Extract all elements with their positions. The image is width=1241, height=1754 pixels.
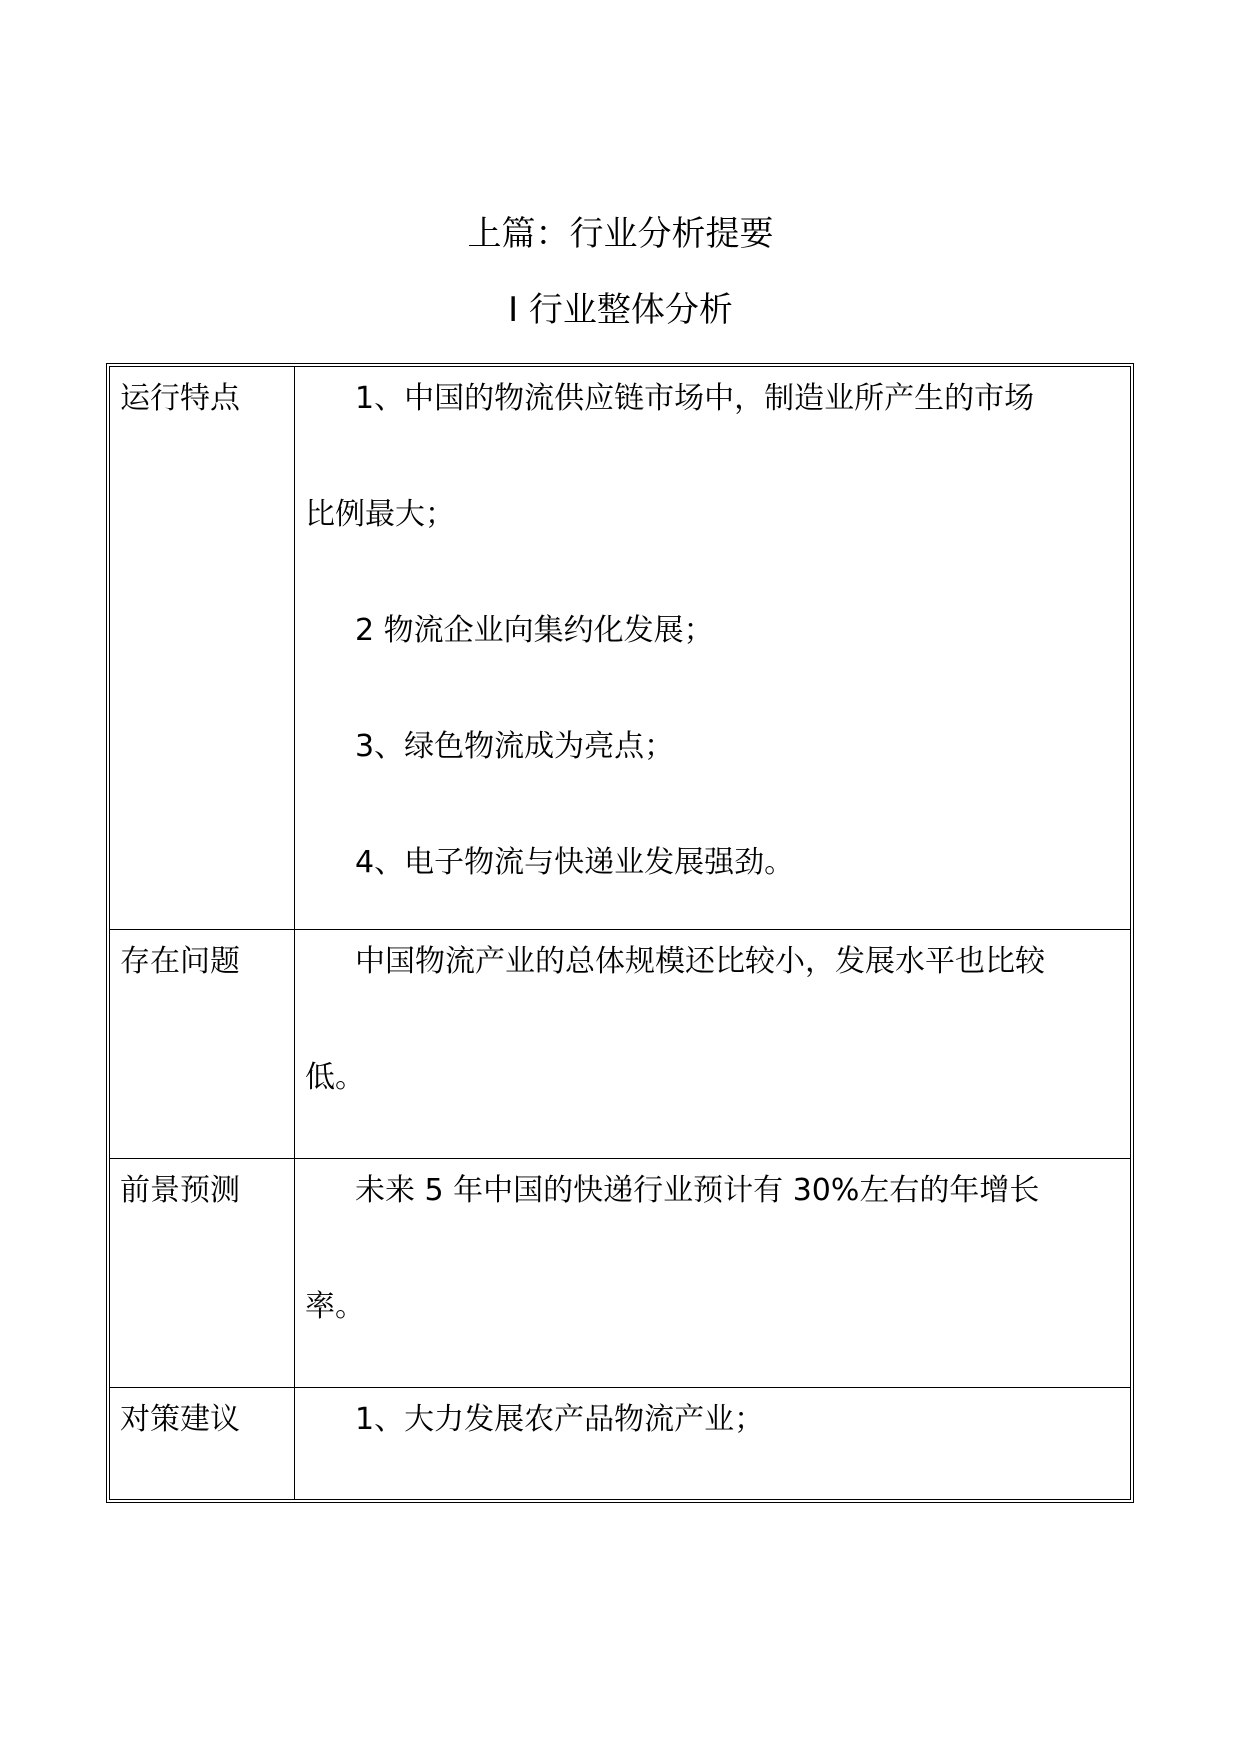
row-content-cell — [295, 1388, 1131, 1500]
row-label: 前景预测 — [120, 1173, 240, 1208]
list-item: 比例最大； — [305, 497, 455, 532]
list-item: 中国物流产业的总体规模还比较小，发展水平也比较 — [355, 944, 1045, 979]
list-item: 率。 — [305, 1289, 365, 1324]
row-label: 对策建议 — [120, 1402, 240, 1437]
table-row — [110, 1159, 1131, 1388]
list-item: 4、电子物流与快递业发展强劲。 — [355, 845, 795, 880]
list-item: 2 物流企业向集约化发展； — [355, 613, 714, 648]
row-label-cell — [110, 367, 295, 930]
list-item: 1、大力发展农产品物流产业； — [355, 1402, 765, 1437]
row-content-cell — [295, 367, 1131, 930]
summary-table-frame — [106, 363, 1134, 1503]
list-item: 1、中国的物流供应链市场中，制造业所产生的市场 — [355, 381, 1035, 416]
list-item: 3、绿色物流成为亮点； — [355, 729, 675, 764]
row-label: 存在问题 — [120, 944, 240, 979]
row-label-cell — [110, 930, 295, 1159]
list-item: 低。 — [305, 1060, 365, 1095]
section-title: I 行业整体分析 — [508, 290, 733, 330]
summary-table — [109, 366, 1131, 1500]
list-item: 未来 5 年中国的快递行业预计有 30%左右的年增长 — [355, 1173, 1040, 1208]
page-title: 上篇：行业分析提要 — [467, 214, 774, 254]
table-row — [110, 930, 1131, 1159]
row-content-cell — [295, 1159, 1131, 1388]
row-label: 运行特点 — [120, 381, 240, 416]
table-row — [110, 367, 1131, 930]
table-row — [110, 1388, 1131, 1500]
row-label-cell — [110, 1388, 295, 1500]
row-content-cell — [295, 930, 1131, 1159]
row-label-cell — [110, 1159, 295, 1388]
